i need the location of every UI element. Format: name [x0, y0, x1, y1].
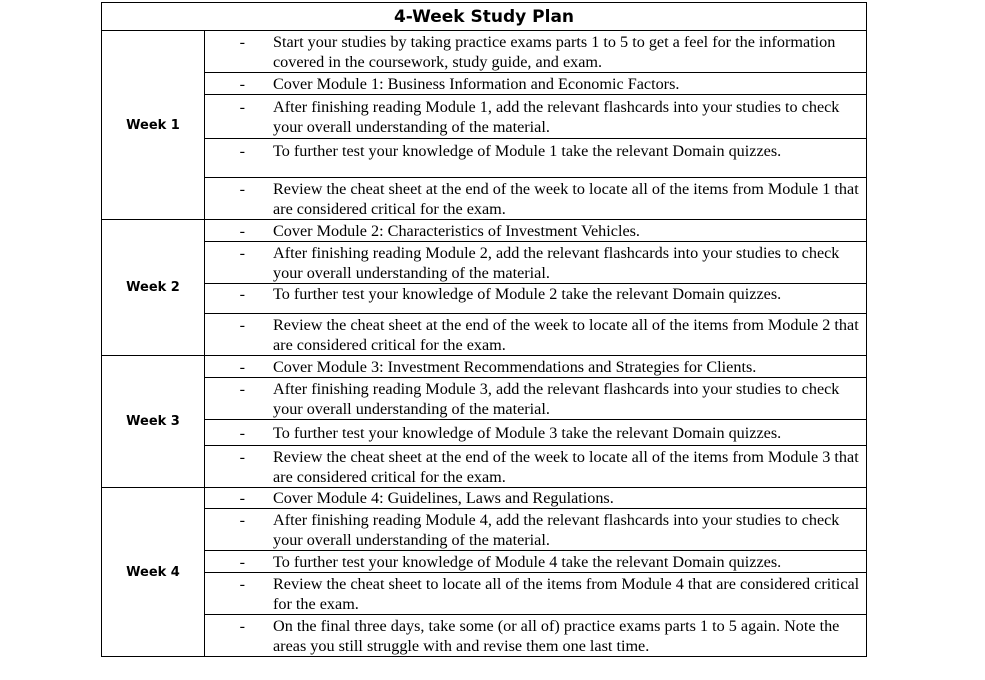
table-row: [102, 242, 867, 284]
table-row: [102, 356, 867, 378]
week-label: Week 1: [102, 31, 205, 220]
task-text: After finishing reading Module 1, add the relevant flashcards into your studies to check your overall understanding of the material.: [273, 97, 840, 136]
task-cell: [205, 242, 867, 284]
task-cell: [205, 446, 867, 488]
table-row: [102, 139, 867, 178]
task-cell: [205, 73, 867, 95]
plan-title: 4-Week Study Plan: [102, 3, 867, 31]
dash-bullet: -: [239, 574, 245, 593]
task-cell: [205, 509, 867, 551]
task-text: Review the cheat sheet to locate all of the items from Module 4 that are considered critical for the exam.: [273, 574, 860, 613]
dash-bullet: -: [239, 243, 245, 262]
table-row: [102, 378, 867, 420]
table-row: [102, 314, 867, 356]
title-row: [102, 3, 867, 31]
dash-bullet: -: [239, 97, 245, 116]
table-row: [102, 446, 867, 488]
table-row: [102, 615, 867, 657]
dash-bullet: -: [239, 489, 245, 507]
task-text: After finishing reading Module 3, add the relevant flashcards into your studies to check your overall understanding of the material.: [273, 379, 840, 418]
task-text: After finishing reading Module 2, add the relevant flashcards into your studies to check your overall understanding of the material.: [273, 243, 840, 282]
task-cell: [205, 615, 867, 657]
dash-bullet: -: [239, 447, 245, 466]
dash-bullet: -: [239, 285, 245, 303]
dash-bullet: -: [239, 179, 245, 198]
task-cell: [205, 178, 867, 220]
dash-bullet: -: [239, 221, 245, 240]
table-row: [102, 551, 867, 573]
task-cell: [205, 314, 867, 356]
dash-bullet: -: [239, 315, 245, 334]
study-plan-table: [101, 2, 867, 657]
dash-bullet: -: [239, 616, 245, 635]
week-label: Week 4: [102, 488, 205, 657]
task-text: Review the cheat sheet at the end of the week to locate all of the items from Module 1 that are considered critical for the exam.: [273, 179, 859, 218]
task-cell: [205, 284, 867, 314]
dash-bullet: -: [239, 423, 245, 442]
task-cell: [205, 356, 867, 378]
task-cell: [205, 573, 867, 615]
dash-bullet: -: [239, 552, 245, 571]
week-label: Week 3: [102, 356, 205, 488]
task-text: Cover Module 2: Characteristics of Investment Vehicles.: [273, 221, 640, 240]
task-cell: [205, 31, 867, 73]
task-text: Cover Module 3: Investment Recommendations and Strategies for Clients.: [273, 357, 757, 376]
table-row: [102, 509, 867, 551]
dash-bullet: -: [239, 379, 245, 398]
table-row: [102, 220, 867, 242]
table-row: [102, 573, 867, 615]
table-row: [102, 420, 867, 446]
table-row: [102, 178, 867, 220]
task-cell: [205, 95, 867, 139]
task-text: To further test your knowledge of Module 3 take the relevant Domain quizzes.: [273, 423, 782, 442]
task-text: To further test your knowledge of Module 1 take the relevant Domain quizzes.: [273, 142, 782, 160]
table-row: [102, 73, 867, 95]
task-text: To further test your knowledge of Module 4 take the relevant Domain quizzes.: [273, 552, 782, 571]
dash-bullet: -: [239, 32, 245, 51]
task-cell: [205, 378, 867, 420]
task-cell: [205, 220, 867, 242]
dash-bullet: -: [239, 142, 245, 160]
dash-bullet: -: [239, 357, 245, 376]
week-label: Week 2: [102, 220, 205, 356]
task-cell: [205, 551, 867, 573]
task-text: Cover Module 4: Guidelines, Laws and Regulations.: [273, 489, 614, 507]
task-text: After finishing reading Module 4, add the relevant flashcards into your studies to check your overall understanding of the material.: [273, 510, 840, 549]
task-text: On the final three days, take some (or all of) practice exams parts 1 to 5 again. Note the areas you still struggle with and revise them one last time.: [273, 616, 840, 655]
dash-bullet: -: [239, 74, 245, 93]
task-text: Cover Module 1: Business Information and Economic Factors.: [273, 74, 680, 93]
task-text: Start your studies by taking practice exams parts 1 to 5 to get a feel for the information covered in the coursework, study guide, and exam.: [273, 32, 836, 71]
task-text: To further test your knowledge of Module 2 take the relevant Domain quizzes.: [273, 285, 782, 303]
table-row: [102, 31, 867, 73]
table-row: [102, 284, 867, 314]
task-cell: [205, 488, 867, 509]
dash-bullet: -: [239, 510, 245, 529]
task-text: Review the cheat sheet at the end of the week to locate all of the items from Module 2 that are considered critical for the exam.: [273, 315, 859, 354]
task-cell: [205, 139, 867, 178]
task-text: Review the cheat sheet at the end of the week to locate all of the items from Module 3 that are considered critical for the exam.: [273, 447, 859, 486]
table-row: [102, 95, 867, 139]
task-cell: [205, 420, 867, 446]
table-row: [102, 488, 867, 509]
